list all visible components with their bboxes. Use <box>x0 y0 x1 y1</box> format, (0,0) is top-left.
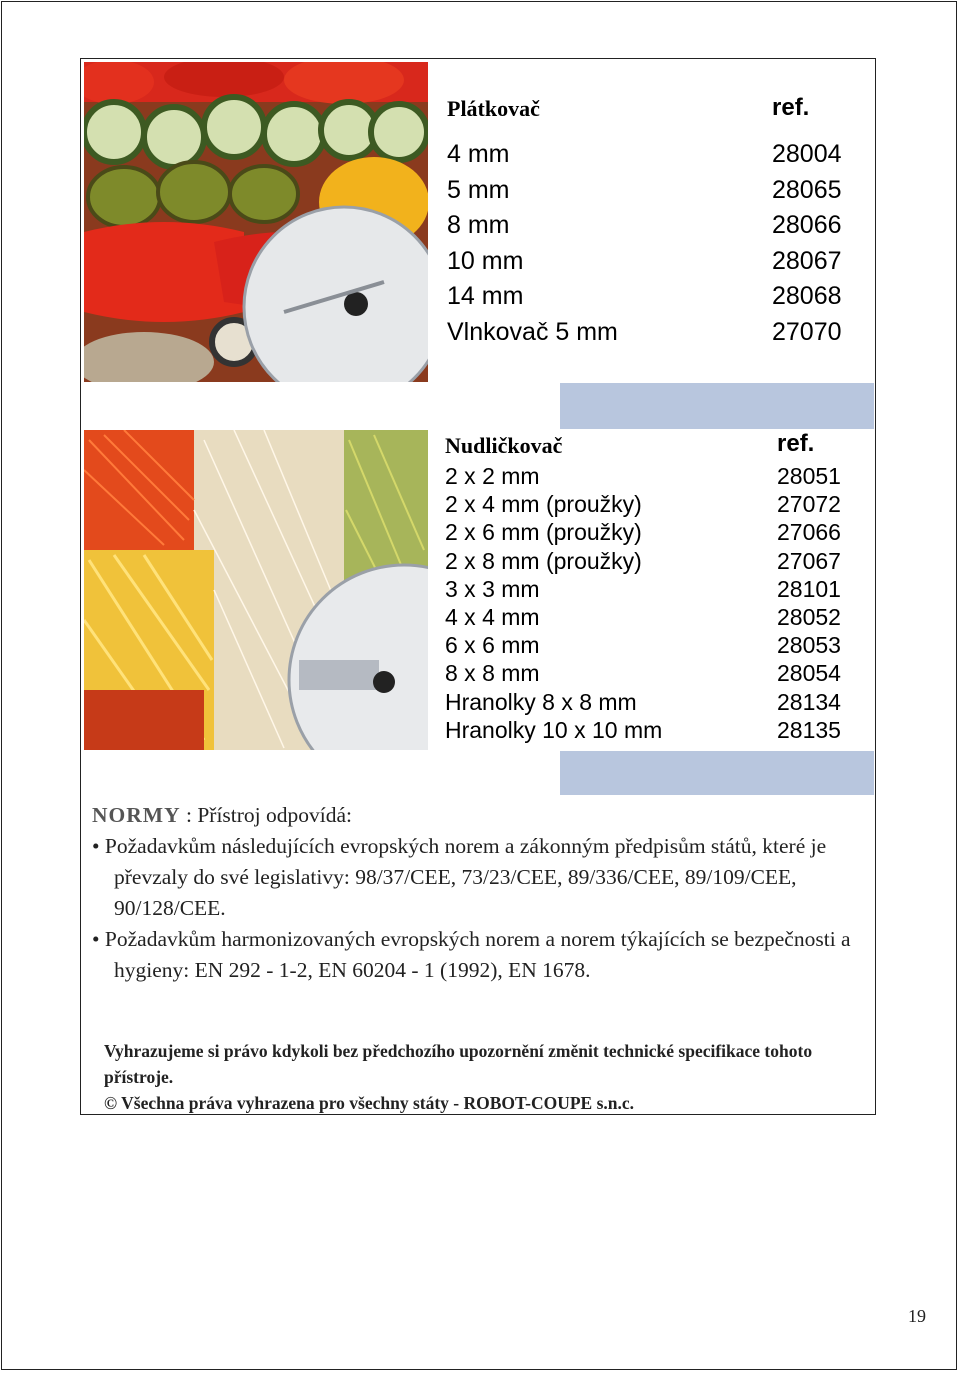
julienne-ref: 28053 <box>777 632 841 659</box>
norms-heading: NORMY <box>92 803 181 827</box>
julienne-row <box>445 660 841 687</box>
slicer-photo <box>84 62 428 382</box>
slicer-size: 8 mm <box>447 211 510 240</box>
julienne-ref: 28054 <box>777 660 841 687</box>
julienne-ref: 28134 <box>777 688 841 715</box>
slicer-ref: 28065 <box>772 175 842 204</box>
slicer-title: Plátkovač <box>447 96 540 121</box>
julienne-row <box>445 716 841 744</box>
julienne-row <box>445 519 841 546</box>
julienne-ref: 28052 <box>777 604 841 630</box>
norms-intro-line <box>92 800 870 831</box>
julienne-photo-illustration <box>84 430 428 750</box>
julienne-size: 2 x 6 mm (proužky) <box>445 519 642 546</box>
julienne-ref: 27067 <box>777 547 841 574</box>
julienne-row <box>445 575 841 603</box>
julienne-ref: 28051 <box>777 463 841 489</box>
slicer-row <box>447 175 842 205</box>
julienne-row <box>445 463 841 490</box>
disclaimer-line-1: Vyhrazujeme si právo kdykoli bez předchozího upozornění změnit technické specifikace tohoto přístroje. <box>104 1041 813 1087</box>
julienne-size: 4 x 4 mm <box>445 604 540 630</box>
norms-bullet-1-text: Požadavkům následujících evropských norem a zákonným předpisům států, které je převzaly do své legislativy: 98/37/CEE, 73/23/CEE, 89/336/CEE, 89/109/CEE, 90/128/CEE. <box>104 834 827 920</box>
julienne-ref-label: ref. <box>777 430 815 457</box>
julienne-ref: 28101 <box>777 575 841 602</box>
julienne-size: Hranolky 8 x 8 mm <box>445 688 637 715</box>
julienne-title: Nudličkovač <box>445 433 563 458</box>
section-divider-strip-2 <box>560 751 874 795</box>
slicer-row <box>447 140 842 169</box>
julienne-ref: 27066 <box>777 519 841 546</box>
julienne-row <box>445 547 841 575</box>
slicer-photo-illustration <box>84 62 428 382</box>
julienne-photo <box>84 430 428 750</box>
julienne-row <box>445 688 841 716</box>
section-divider-strip <box>560 383 874 429</box>
julienne-ref: 27072 <box>777 491 841 518</box>
julienne-size: Hranolky 10 x 10 mm <box>445 716 663 743</box>
slicer-ref: 28068 <box>772 282 842 311</box>
julienne-size: 8 x 8 mm <box>445 660 540 687</box>
slicer-size: 4 mm <box>447 140 510 168</box>
norms-section <box>92 800 870 986</box>
slicer-ref: 28067 <box>772 246 842 275</box>
julienne-size: 3 x 3 mm <box>445 575 540 602</box>
julienne-size: 6 x 6 mm <box>445 632 540 659</box>
slicer-size: Vlnkovač 5 mm <box>447 318 618 346</box>
disclaimer <box>104 1038 864 1116</box>
slicer-row <box>447 211 842 240</box>
slicer-ref-label: ref. <box>772 94 810 121</box>
slicer-row <box>447 282 842 311</box>
norms-bullet-2-text: Požadavkům harmonizovaných evropských norem a norem týkajících se bezpečnosti a hygieny: EN 292 - 1-2, EN 60204 - 1 (1992), EN 1678. <box>104 927 851 982</box>
julienne-row <box>445 491 841 518</box>
julienne-size: 2 x 4 mm (proužky) <box>445 491 642 518</box>
norms-intro: : Přístroj odpovídá: <box>180 803 353 827</box>
slicer-size: 10 mm <box>447 246 524 275</box>
julienne-ref: 28135 <box>777 716 841 743</box>
slicer-row <box>447 246 842 276</box>
page-number: 19 <box>908 1306 926 1326</box>
julienne-size: 2 x 8 mm (proužky) <box>445 547 642 574</box>
norms-bullet-1: • Požadavkům následujících evropských norem a zákonným předpisům států, které je převzaly do své legislativy: 98/37/CEE, 73/23/CEE, 89/336/CEE, 89/109/CEE, 90/128/CEE. <box>92 834 827 920</box>
julienne-row <box>445 632 841 659</box>
norms-bullet-2: • Požadavkům harmonizovaných evropských norem a norem týkajících se bezpečnosti a hygieny: EN 292 - 1-2, EN 60204 - 1 (1992), EN 1678. <box>92 927 851 982</box>
slicer-size: 14 mm <box>447 282 524 311</box>
slicer-ref: 28066 <box>772 211 842 240</box>
slicer-ref: 27070 <box>772 318 842 346</box>
slicer-row <box>447 318 842 347</box>
julienne-size: 2 x 2 mm <box>445 463 540 489</box>
slicer-size: 5 mm <box>447 175 510 204</box>
disclaimer-line-2: © Všechna práva vyhrazena pro všechny státy - ROBOT-COUPE s.n.c. <box>104 1093 634 1113</box>
slicer-ref: 28004 <box>772 140 842 168</box>
julienne-row <box>445 604 841 631</box>
